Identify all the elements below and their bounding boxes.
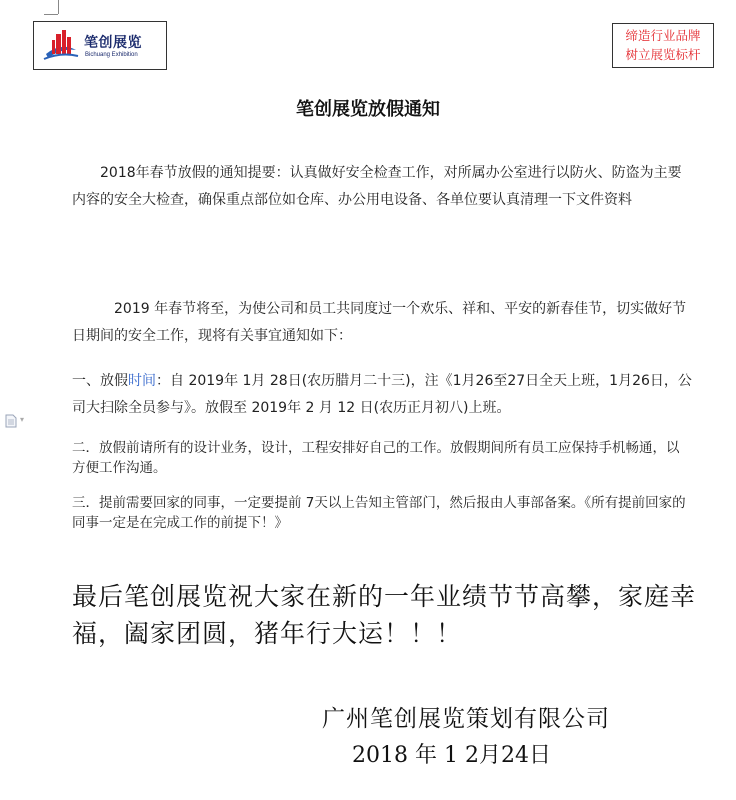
document-icon[interactable] [5,414,17,428]
crop-mark [44,14,58,15]
slogan-box [612,23,714,68]
logo-subtitle: Bichuang Exhibition [85,52,138,58]
company-logo [33,21,167,70]
chevron-down-icon[interactable]: ▾ [20,415,25,424]
slogan-line-2: 树立展览标杆 [625,47,701,62]
item-holiday-prefix: 一、放假 [72,373,128,389]
item-holiday-time [72,368,692,422]
crop-mark [58,0,59,14]
notice-title: 笔创展览放假通知 [296,99,440,120]
paragraph-announcement [72,296,692,350]
slogan-line-1: 缔造行业品牌 [625,28,701,43]
company-signature: 广州笔创展览策划有限公司 [322,706,610,732]
paragraph-intro-text: 2018年春节放假的通知提要：认真做好安全检查工作，对所属办公室进行以防火、防盗为主要内容的安全大检查，确保重点部位如仓库、办公用电设备、各单位要认真清理一下文件资料 [72,165,682,208]
closing-wish: 最后笔创展览祝大家在新的一年业绩节节高攀，家庭幸福，阖家团圆，猪年行大运！！！ [72,582,697,648]
item-early-leave: 三．提前需要回家的同事，一定要提前 7天以上告知主管部门，然后报由人事部备案。《所有提前回家的同事一定是在完成工作的前提下！》 [72,495,686,531]
paragraph-announcement-text: 2019 年春节将至，为使公司和员工共同度过一个欢乐、祥和、平安的新春佳节，切实做好节日期间的安全工作，现将有关事宜通知如下： [72,301,687,344]
notice-date: 2018 年 1 2月24日 [352,743,551,768]
logo-name: 笔创展览 [84,35,142,51]
item-holiday-highlight: 时间 [128,373,156,389]
item-work-arrangement: 二．放假前请所有的设计业务，设计，工程安排好自己的工作。放假期间所有员工应保持手机畅通，以方便工作沟通。 [72,440,680,476]
paragraph-intro [72,160,692,214]
building-logo-icon [42,28,80,64]
item-holiday-rest: ：自 2019年 1月 28日(农历腊月二十三)，注《1月26至27日全天上班，1月26日，公司大扫除全员参与》。放假至 2019年 2 月 12 日(农历正月初八)上班。 [72,373,692,416]
